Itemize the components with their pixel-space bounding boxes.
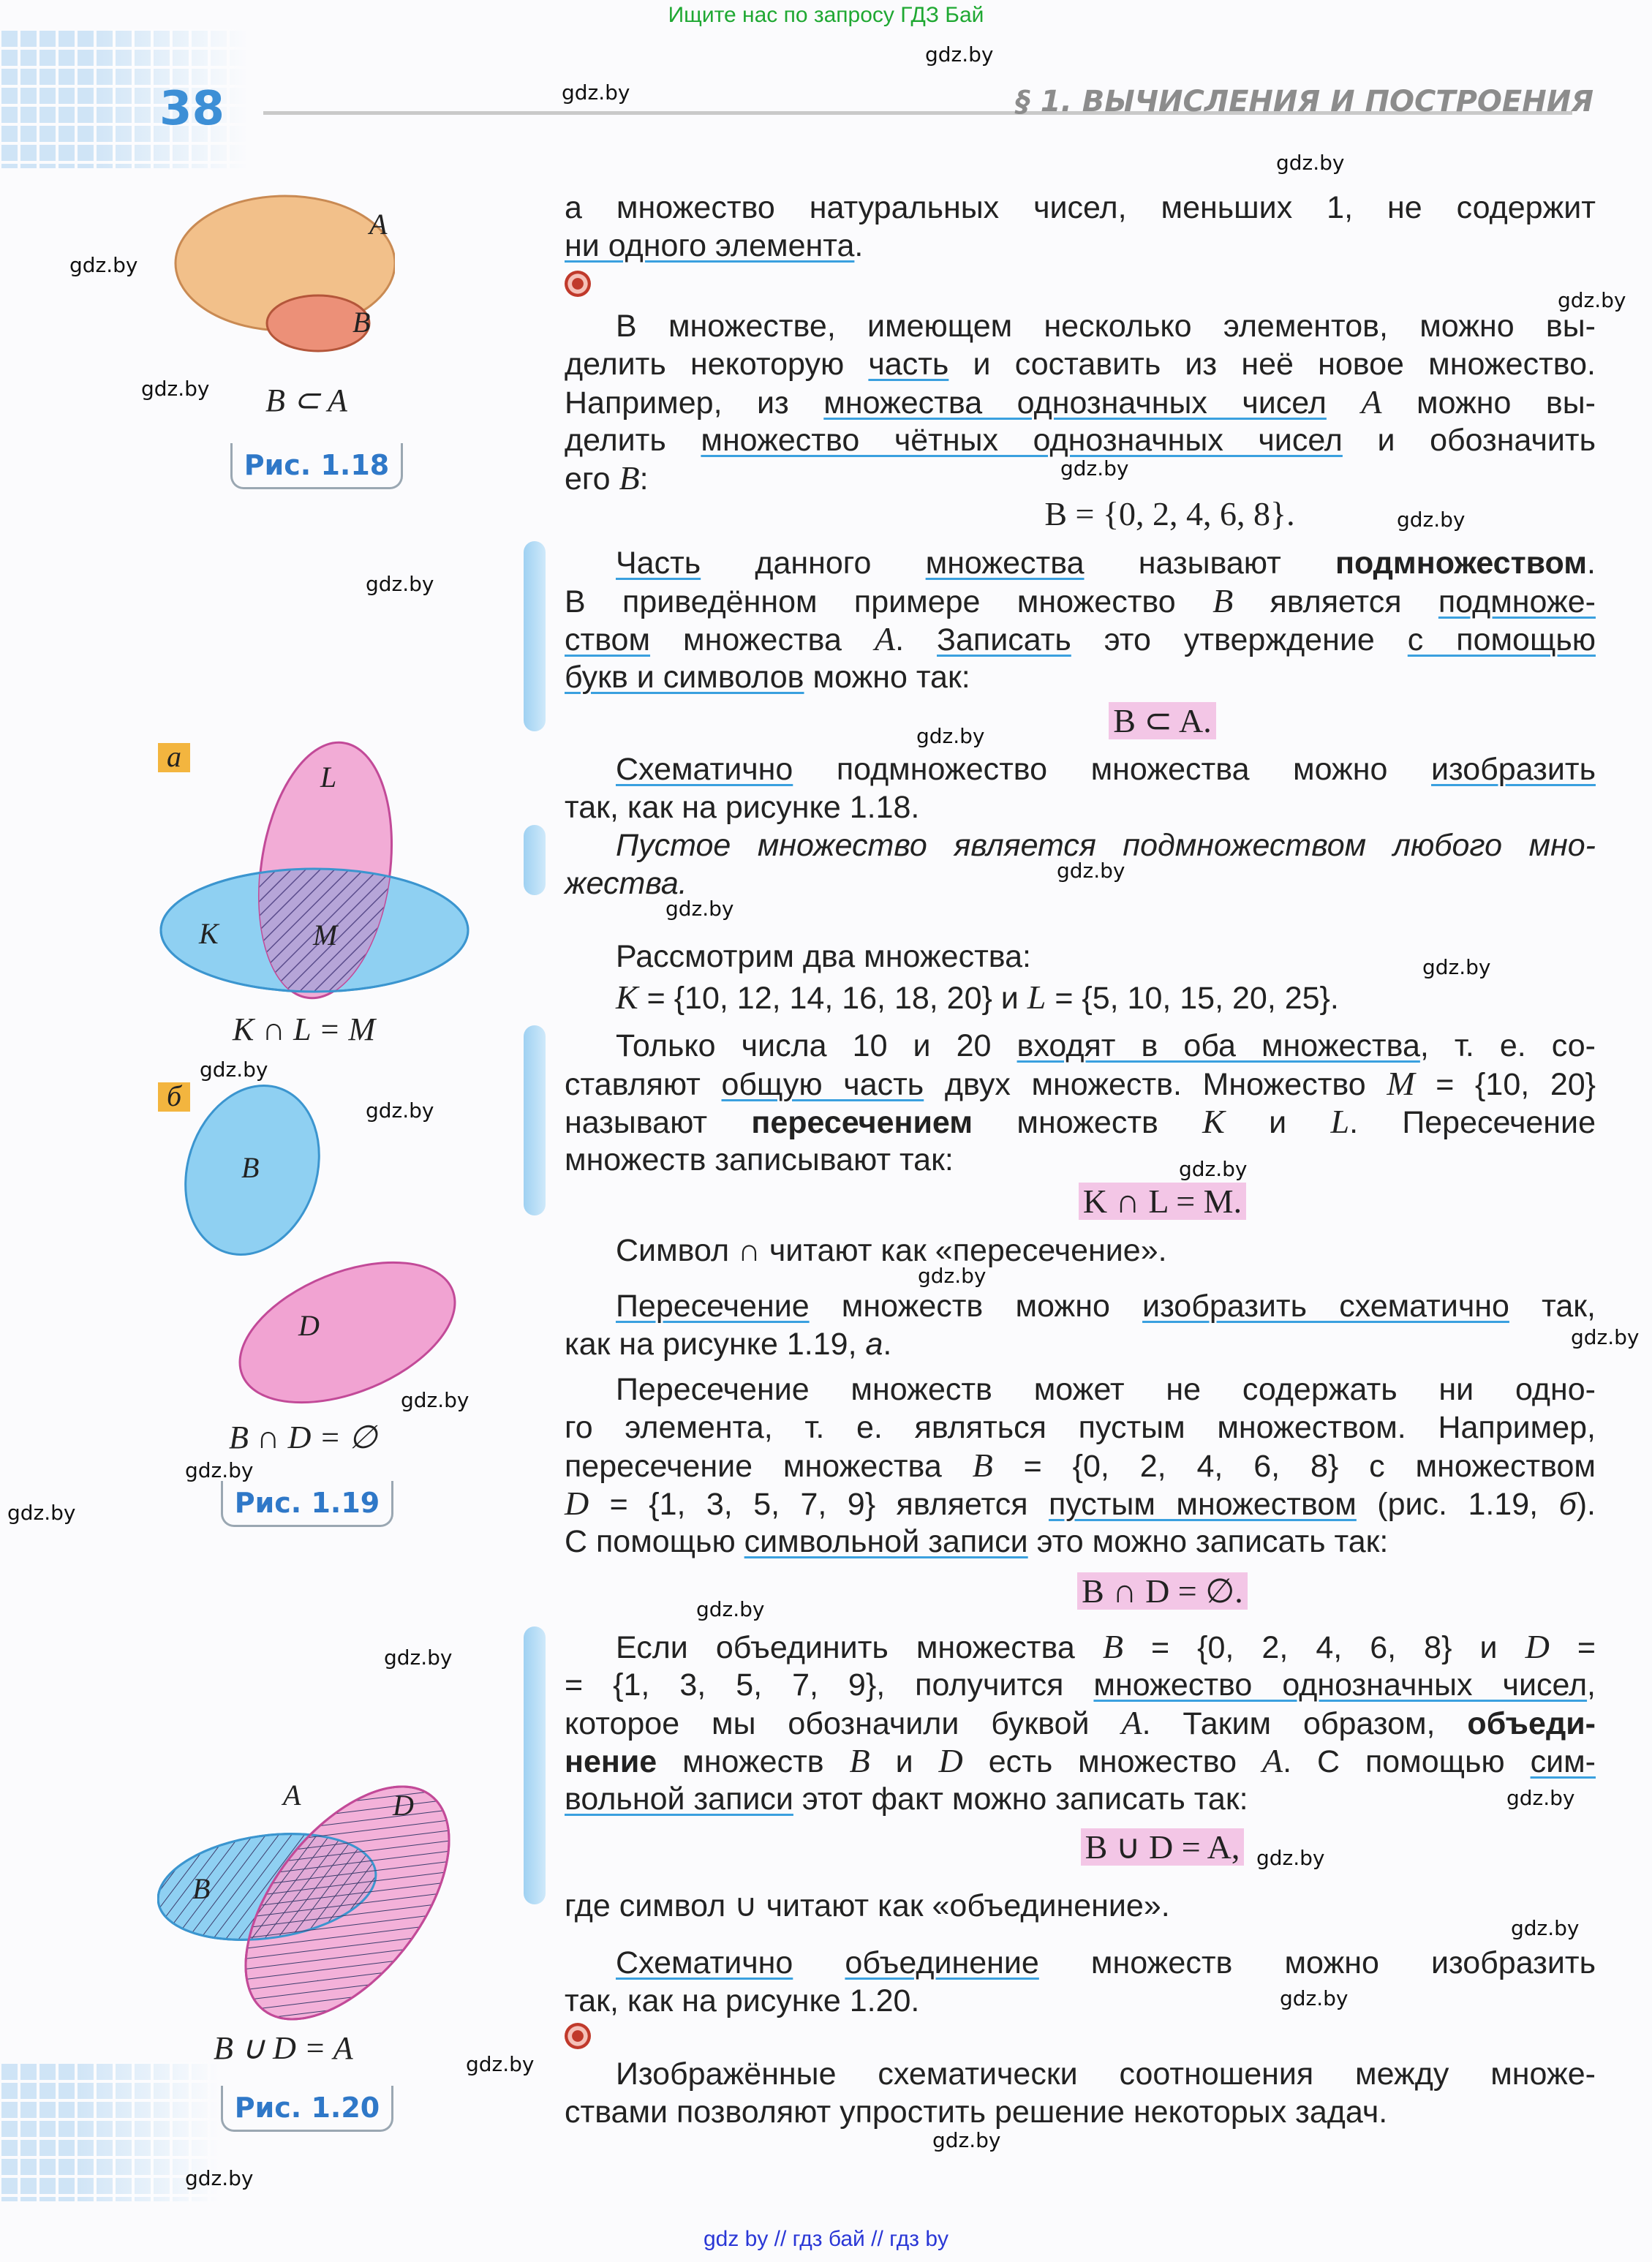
formula: B = {0, 2, 4, 6, 8}. (1044, 495, 1295, 532)
text-line: K = {10, 12, 14, 16, 18, 20} и L = {5, 10, 15, 20, 25}. (616, 979, 1339, 1016)
text-line: В множестве, имеющем несколько элементов, можно вы- (616, 309, 1596, 344)
watermark: gdz.by (918, 1264, 987, 1288)
text-line: где символ ∪ читают как «объединение». (565, 1888, 1170, 1923)
label-d: D (298, 1309, 320, 1342)
watermark: gdz.by (141, 377, 210, 401)
figure-tag-b: б (158, 1082, 190, 1112)
watermark: gdz.by (185, 2166, 254, 2190)
watermark: gdz.by (69, 253, 138, 277)
text-line: которое мы обозначили буквой A. Таким образом, объеди- (565, 1704, 1596, 1741)
margin-bar (524, 825, 546, 895)
watermark: gdz.by (1057, 859, 1125, 883)
watermark: gdz.by (562, 80, 630, 105)
text-line: Часть данного множества называют подмножеством. (616, 546, 1596, 581)
label-l: L (320, 761, 337, 793)
watermark: gdz.by (185, 1458, 254, 1482)
text-line: Пустое множество является подмножеством любого мно- (616, 828, 1596, 863)
label-a: A (369, 208, 388, 241)
label-k: K (199, 917, 219, 950)
text-line: множеств записывают так: (565, 1142, 954, 1177)
label-b: B (192, 1872, 211, 1905)
text-line: жества. (565, 866, 687, 901)
watermark: gdz.by (1060, 456, 1129, 480)
text-line: ством множества A. Записать это утверждение с помощью (565, 620, 1596, 657)
figure-1-19-a (154, 731, 563, 1024)
watermark: gdz.by (932, 2128, 1001, 2152)
figure-1-20-title: Рис. 1.20 (221, 2086, 393, 2132)
watermark: gdz.by (1397, 508, 1466, 532)
watermark: gdz.by (1558, 288, 1626, 312)
text-line: Например, из множества однозначных чисел A можно вы- (565, 383, 1596, 421)
watermark: gdz.by (925, 42, 994, 67)
text-line: В приведённом примере множество B является подмноже- (565, 582, 1596, 619)
watermark: gdz.by (665, 897, 734, 921)
text-line: Пересечение множеств можно изобразить схематично так, (616, 1289, 1596, 1324)
formula: B ∩ D = ∅. (336, 1571, 1652, 1610)
figure-1-19-title: Рис. 1.19 (221, 1481, 393, 1527)
figure-1-18 (161, 176, 395, 358)
label-b: B (352, 306, 371, 339)
text-line: Изображённые схематически соотношения между множе- (616, 2056, 1596, 2092)
text-line: Только числа 10 и 20 входят в оба множества, т. е. со- (616, 1028, 1596, 1063)
figure-1-19-a-caption: K ∩ L = M (233, 1011, 376, 1047)
label-d: D (393, 1789, 414, 1822)
watermark: gdz.by (366, 1098, 434, 1123)
formula: K ∩ L = M. (336, 1182, 1652, 1221)
set-d-ellipse (220, 1234, 475, 1404)
watermark: gdz.by (1422, 955, 1491, 979)
label-b: B (241, 1151, 260, 1184)
figure-tag-a: а (158, 743, 190, 772)
formula: B ⊂ A. (336, 701, 1652, 740)
watermark: gdz.by (1179, 1157, 1248, 1181)
text-line: вольной записи этот факт можно записать так: (565, 1782, 1248, 1817)
figure-1-20 (157, 1748, 479, 2040)
text-line: букв и символов можно так: (565, 660, 970, 695)
text-line: D = {1, 3, 5, 7, 9} является пустым множеством (рис. 1.19, б). (565, 1485, 1596, 1522)
text-line: Схематично объединение множеств можно изобразить (616, 1945, 1596, 1980)
watermark: gdz.by (1506, 1786, 1575, 1810)
watermark: gdz.by (916, 724, 985, 748)
text-line: делить некоторую часть и составить из неё новое множество. (565, 347, 1596, 382)
formula: B ∪ D = A, (336, 1827, 1652, 1866)
text-line: так, как на рисунке 1.20. (565, 1983, 920, 2018)
watermark: gdz.by (696, 1597, 765, 1621)
text-line: ствами позволяют упростить решение некоторых задач. (565, 2095, 1388, 2130)
text-line: Символ ∩ читают как «пересечение». (616, 1233, 1167, 1268)
watermark: gdz.by (7, 1501, 76, 1525)
text-line: = {1, 3, 5, 7, 9}, получится множество однозначных чисел, (565, 1667, 1596, 1703)
figure-1-19-b-caption: B ∩ D = ∅ (229, 1420, 377, 1455)
figure-1-19-b (168, 1082, 475, 1404)
text-line: го элемента, т. е. являться пустым множеством. Например, (565, 1410, 1596, 1445)
text-line: пересечение множества B = {0, 2, 4, 6, 8} с множеством (565, 1447, 1596, 1484)
watermark: gdz.by (466, 2052, 535, 2076)
text-line: нение множеств B и D есть множество A. С помощью сим- (565, 1742, 1596, 1779)
watermark: gdz.by (384, 1645, 453, 1670)
watermark: gdz.by (366, 572, 434, 596)
watermark: gdz.by (200, 1058, 268, 1082)
bullet-icon (565, 2023, 591, 2049)
text-line: ни одного элемента. (565, 228, 864, 263)
text-line: делить множество чётных однозначных чисел и обозначить (565, 423, 1596, 458)
text-line: а множество натуральных чисел, меньших 1, не содержит (565, 190, 1596, 225)
text-line: как на рисунке 1.19, а. (565, 1327, 892, 1362)
text-line: ставляют общую часть двух множеств. Множество M = {10, 20} (565, 1065, 1596, 1102)
label-a: A (283, 1779, 301, 1812)
section-title: § 1. ВЫЧИСЛЕНИЯ И ПОСТРОЕНИЯ (1015, 85, 1593, 118)
text-line: так, как на рисунке 1.18. (565, 790, 920, 825)
watermark: gdz.by (1280, 1986, 1349, 2010)
text-line: Если объединить множества B = {0, 2, 4, 6, 8} и D = (616, 1628, 1596, 1665)
bullet-icon (565, 271, 591, 297)
text-line: С помощью символьной записи это можно записать так: (565, 1524, 1389, 1559)
watermark: gdz.by (401, 1388, 469, 1412)
text-line: Пересечение множеств может не содержать ни одно- (616, 1372, 1596, 1407)
bottom-note: gdz by // гдз бай // гдз by (703, 2227, 949, 2251)
watermark: gdz.by (1276, 151, 1345, 175)
figure-1-18-caption: B ⊂ A (265, 382, 347, 418)
top-note: Ищите нас по запросу ГДЗ Бай (668, 3, 984, 27)
text-line: Схематично подмножество множества можно изобразить (616, 752, 1596, 787)
text-line: его B: (565, 459, 649, 497)
page-number: 38 (159, 82, 225, 136)
watermark: gdz.by (1256, 1846, 1325, 1870)
text-line: Рассмотрим два множества: (616, 939, 1031, 974)
figure-1-18-title: Рис. 1.18 (230, 443, 403, 489)
watermark: gdz.by (1511, 1916, 1580, 1940)
label-m: M (313, 919, 338, 951)
watermark: gdz.by (1571, 1325, 1640, 1349)
figure-1-20-caption: B ∪ D = A (214, 2030, 353, 2066)
text-line: называют пересечением множеств K и L. Пересечение (565, 1103, 1596, 1140)
